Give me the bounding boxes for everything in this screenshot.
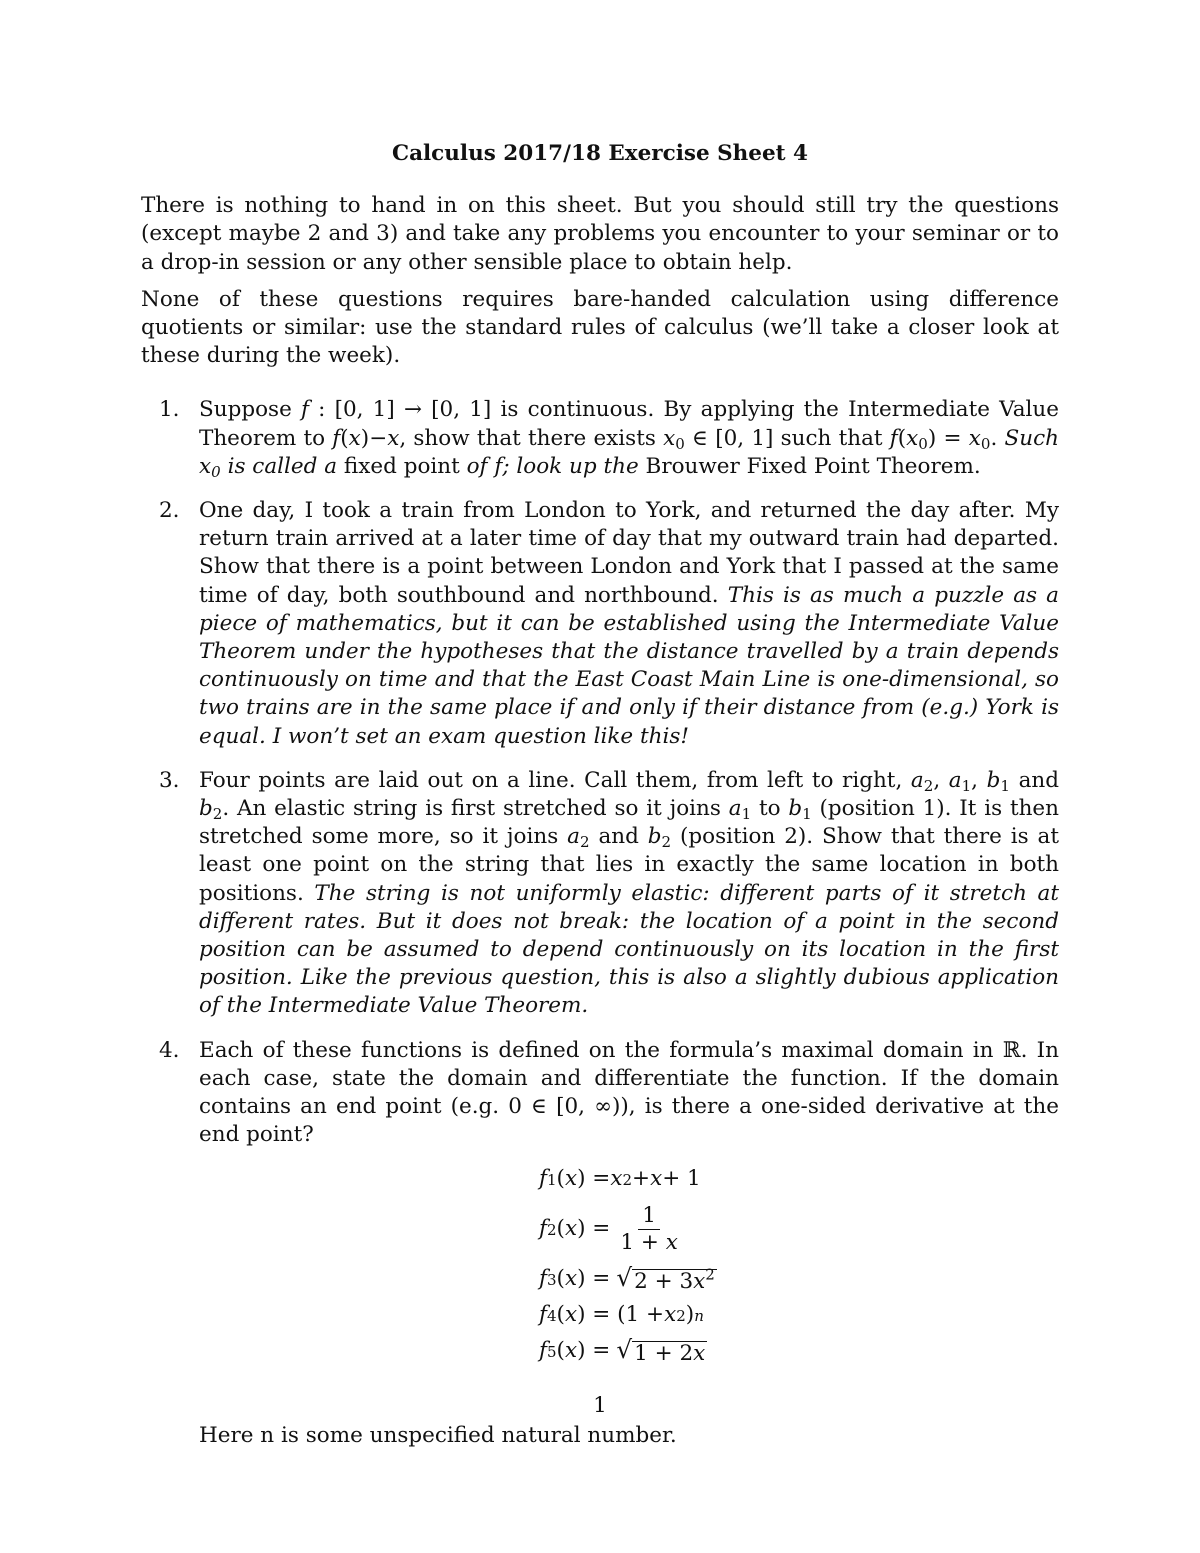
question-number: 2. [159,498,180,524]
page-number: 1 [593,1393,607,1418]
question-3: 3. Four points are laid out on a line. Call them, from left to right, $a_2$, $a_1$, $b_1$ and $b_2$. An elastic string is first stretched so it joins $a_1$ to $b_1$ (position 1). It is then stretched some more, so it joins $a_2$ and $b_2$ (position 2). Show that there is at least one point on the string that lies in exactly the same location in both positions. The string is not uniformly elastic: different parts of it stretch at different rates. But it does not break: the location of a point in the second position can be assumed to depend continuously on its location in the first position. Like the previous question, this is also a slightly dubious application of the Intermediate Value Theorem. [159,767,1060,1019]
question-number: 3. [159,767,180,793]
equation-f2: f 2 ( x ) = $\frac{1}{1 + x}$ [539,1203,678,1255]
equation-f4: f 4 ( x ) = (1 + x 2 ) n [539,1302,704,1328]
question-number: 1. [159,397,180,423]
exercise-sheet [141,140,1059,1450]
function-list [199,1162,1059,1370]
equation-f1: f 1 ( x ) = x 2 + x + 1 [539,1166,701,1192]
page-title: Calculus 2017/18 Exercise Sheet 4 [391,141,809,166]
question-2: 2. One day, I took a train from London to York, and returned the day after. My return train arrived at a later time of day that my outward train had departed. Show that there is a point between London and York that I passed at the same time of day, both southbound and northbound. This is as much a puzzle as a piece of mathematics, but it can be established using the Intermediate Value Theorem under the hypotheses that the distance travelled by a train depends continuously on time and that the East Coast Main Line is one-dimensional, so two trains are in the same place if and only if their distance from (e.g.) York is equal. I won’t set an exam question like this! [159,498,1059,749]
equation-f3: f 3 ( x ) = √ $2 + 3x^2$ [539,1262,715,1294]
question-number: 4. [159,1037,180,1063]
question-4: 4. Each of these functions is defined on the formula’s maximal domain in ℝ. In each case, state the domain and differentiate the function. If the domain contains an end point (e.g. 0 ∈ [0, ∞)), is there a one-sided derivative at the end point? f 1 ( x ) = x 2 + x + 1 f 2 ( x ) = $\frac{1}{1 + x}$ f 3 ( x ) = √ $2 + 3x^2$ f 4 ( x ) = (1 + x 2 ) n f 5 ( x ) = √ 1 + 2x [141,1037,1059,1370]
question-1: 1. Suppose f : [0, 1] → [0, 1] is continuous. By applying the Intermediate Value Theorem to f(x)−x, show that there exists $x_0$ ∈ [0, 1] such that $f(x_0) = x_0$. Such $x_0$ is called a fixed point of f; look up the Brouwer Fixed Point Theorem. [159,397,1059,481]
intro-paragraph-1: There is nothing to hand in on this sheet. But you should still try the questions (except maybe 2 and 3) and take any problems you encounter to your seminar or to a drop-in session or any other sensible place to obtain help. [141,193,1059,275]
intro-paragraph-2: None of these questions requires bare-handed calculation using difference quotients or similar: use the standard rules of calculus (we’ll take a closer look at these during the week). [141,286,1059,369]
equation-f5: f 5 ( x ) = √ 1 + 2x [539,1334,706,1366]
question-list [141,396,1059,1369]
closing-note: Here n is some unspecified natural number. [199,1422,677,1448]
